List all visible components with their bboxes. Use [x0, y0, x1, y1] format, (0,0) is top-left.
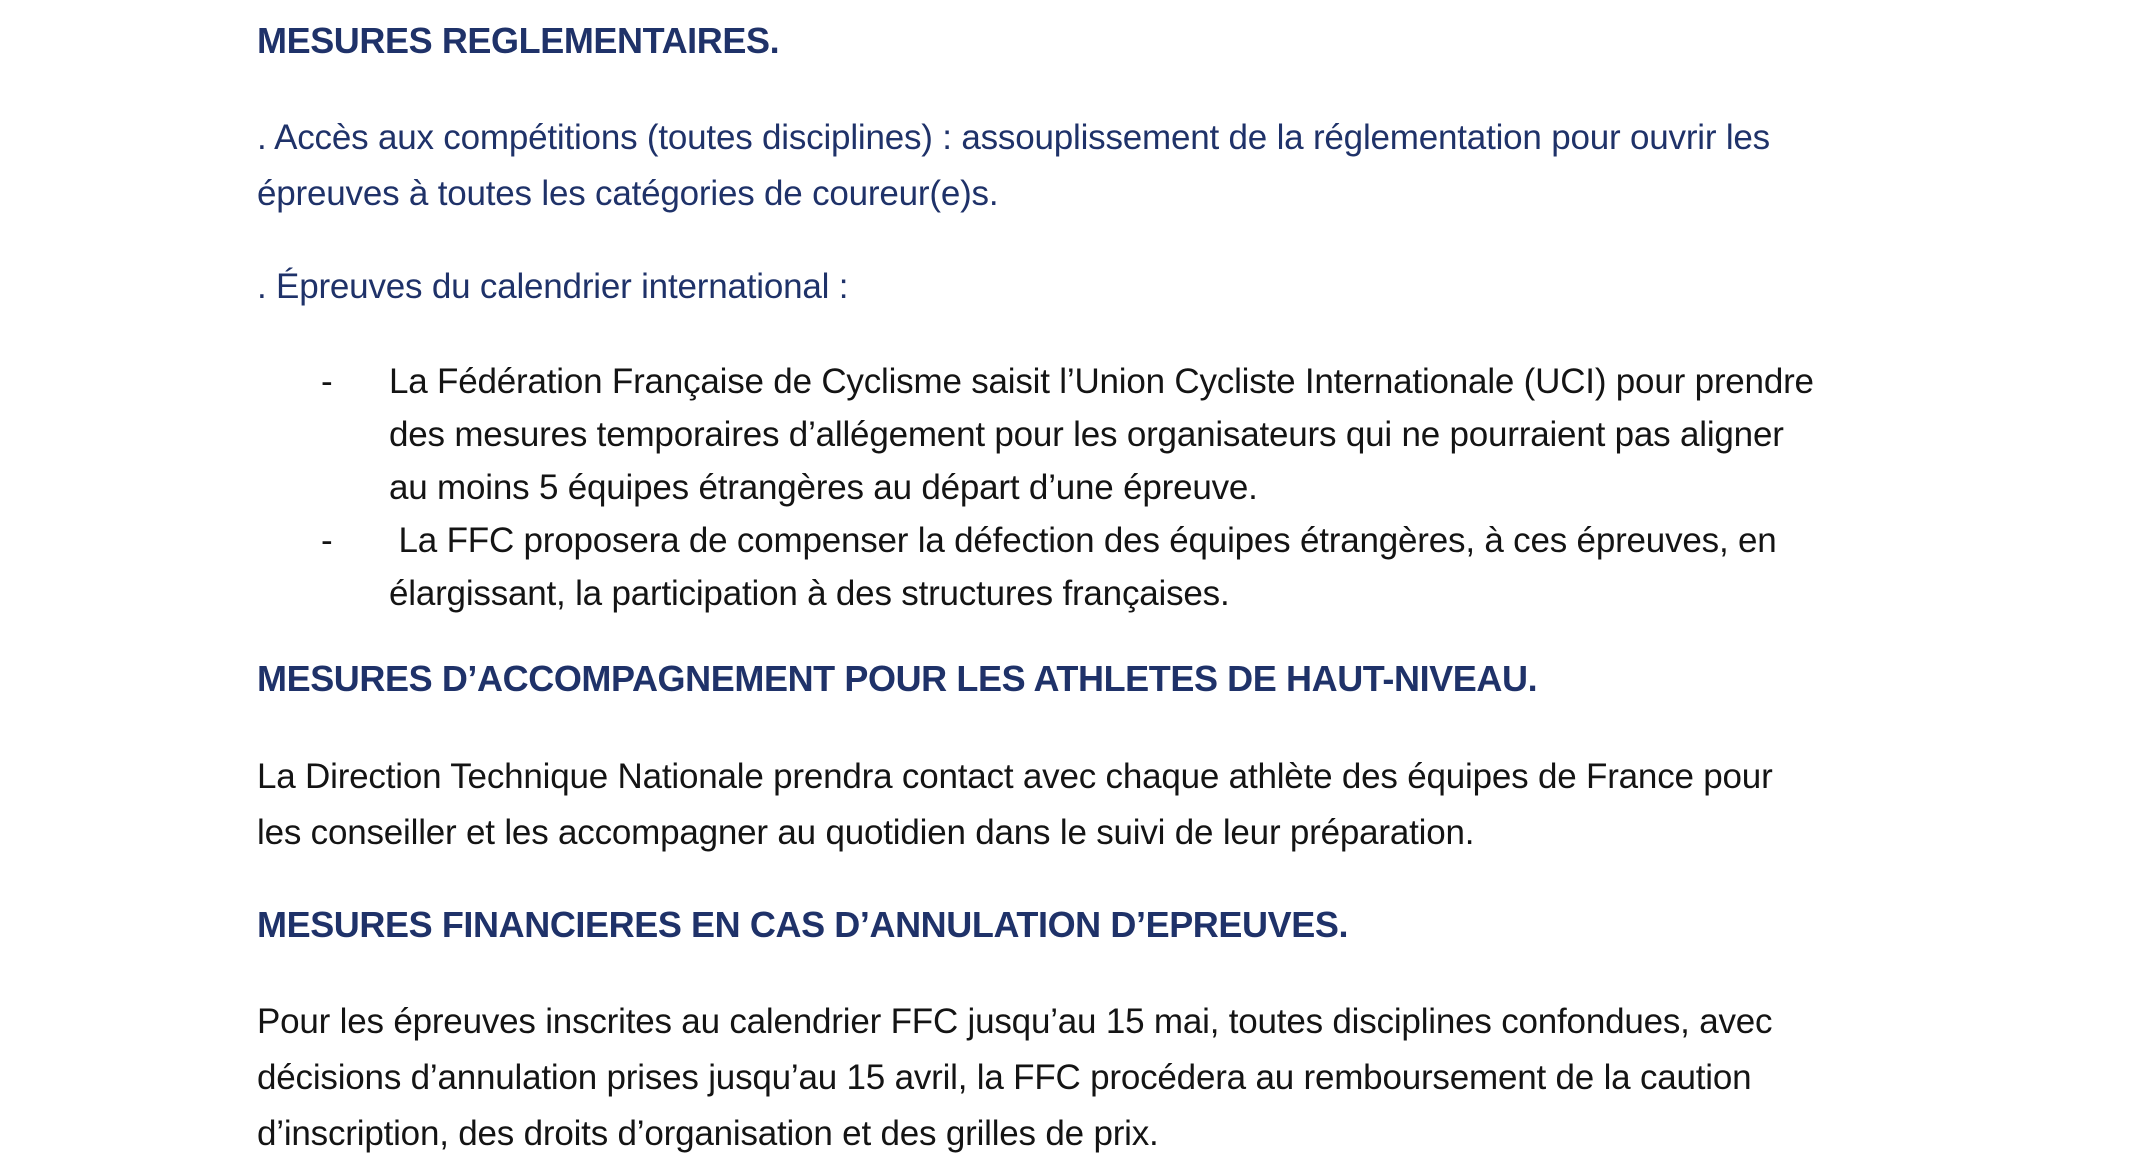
paragraph-line: les conseiller et les accompagner au quotidien dans le suivi de leur préparation.	[257, 813, 1475, 852]
bullet-text	[389, 514, 1777, 620]
section-heading-financieres: MESURES FINANCIERES EN CAS D’ANNULATION D’EPREUVES.	[257, 904, 1349, 945]
paragraph-calendrier-international	[257, 259, 1937, 315]
bullet-item-uci	[257, 355, 1937, 514]
paragraph-direction-technique	[257, 749, 1937, 861]
section-heading-accompagnement: MESURES D’ACCOMPAGNEMENT POUR LES ATHLETES DE HAUT-NIVEAU.	[257, 658, 1538, 699]
paragraph-line: Pour les épreuves inscrites au calendrier FFC jusqu’au 15 mai, toutes disciplines confondues, avec	[257, 1002, 1773, 1041]
bullet-line: des mesures temporaires d’allégement pour les organisateurs qui ne pourraient pas aligner	[389, 415, 1784, 454]
bullet-dash: -	[321, 521, 333, 560]
paragraph-remboursement	[257, 994, 1937, 1162]
bullet-line: La FFC proposera de compenser la défection des équipes étrangères, à ces épreuves, en	[389, 521, 1777, 560]
bullet-line: élargissant, la participation à des structures françaises.	[389, 574, 1230, 613]
paragraph-line: décisions d’annulation prises jusqu’au 15 avril, la FFC procédera au remboursement de la caution	[257, 1058, 1752, 1097]
paragraph-acces-competitions	[257, 110, 1937, 222]
paragraph-line: d’inscription, des droits d’organisation et des grilles de prix.	[257, 1114, 1159, 1153]
section-heading-reglementaires: MESURES REGLEMENTAIRES.	[257, 20, 780, 61]
paragraph-line: La Direction Technique Nationale prendra contact avec chaque athlète des équipes de France pour	[257, 757, 1773, 796]
bullet-dash: -	[321, 362, 333, 401]
bullet-item-ffc	[257, 514, 1937, 620]
bullet-text	[389, 355, 1814, 514]
paragraph-line: . Accès aux compétitions (toutes disciplines) : assouplissement de la réglementation pour ouvrir les	[257, 118, 1770, 157]
paragraph-line: épreuves à toutes les catégories de coureur(e)s.	[257, 174, 999, 213]
bullet-line: au moins 5 équipes étrangères au départ d’une épreuve.	[389, 468, 1258, 507]
bullet-line: La Fédération Française de Cyclisme saisit l’Union Cycliste Internationale (UCI) pour prendre	[389, 362, 1814, 401]
paragraph-line: . Épreuves du calendrier international :	[257, 267, 849, 306]
